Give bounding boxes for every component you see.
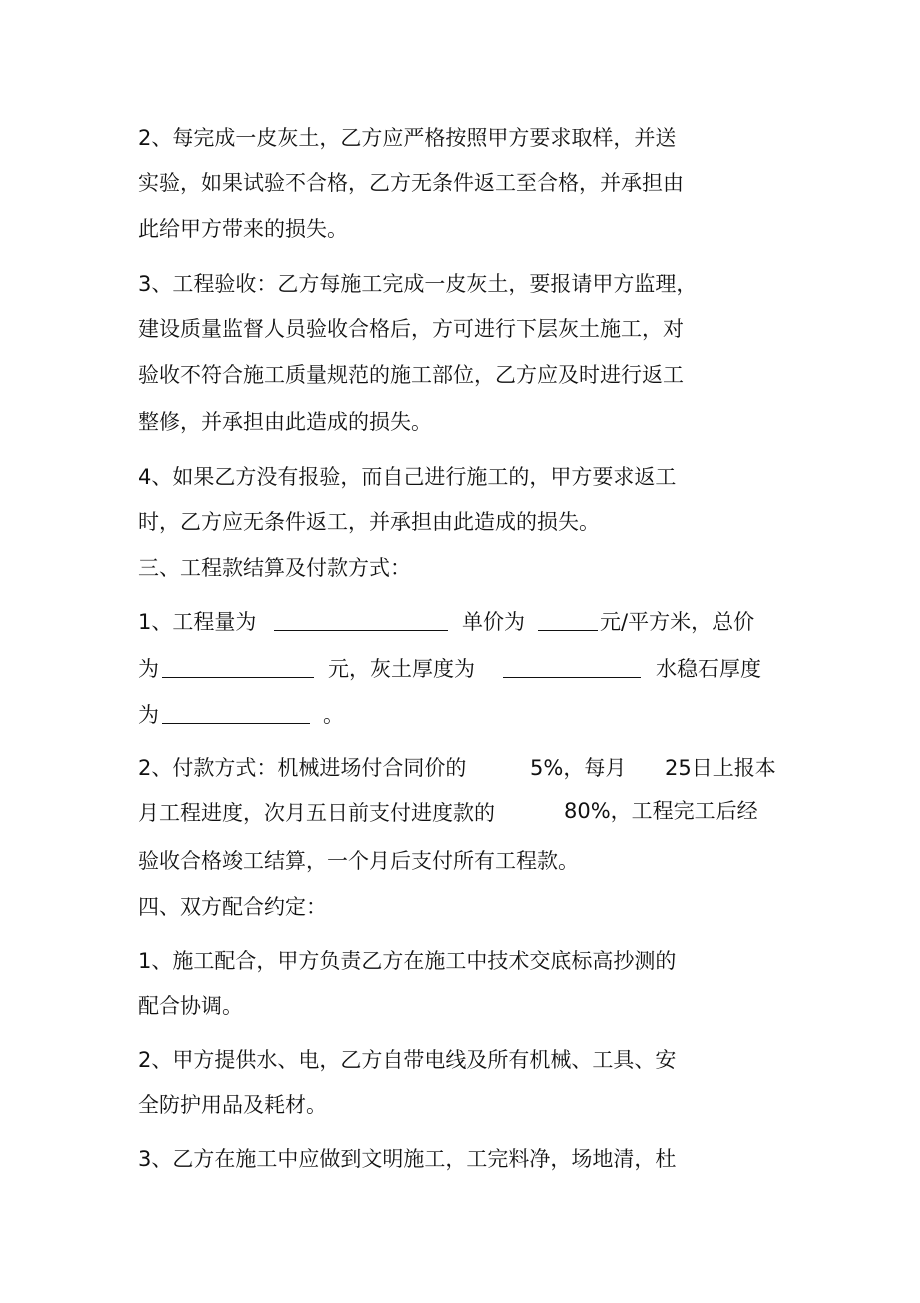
unit-price-blank[interactable]: [538, 608, 598, 631]
unit-price-label: 单价为: [462, 610, 525, 634]
progress-payment-label: 月工程进度，次月五日前支付进度款的: [138, 801, 495, 825]
section-three-heading: 三、工程款结算及付款方式：: [138, 556, 411, 580]
report-day: 25日上报本: [665, 756, 776, 780]
lime-soil-thickness-label: 元，灰土厚度为: [328, 657, 475, 681]
lime-soil-thickness-blank[interactable]: [503, 655, 641, 678]
coop-2-line-1: 2、甲方提供水、电，乙方自带电线及所有机械、工具、安: [138, 1048, 677, 1072]
section-four-heading: 四、双方配合约定：: [138, 895, 327, 919]
clause-2-line-1: 2、每完成一皮灰土，乙方应严格按照甲方要求取样，并送: [138, 126, 677, 150]
coop-1-line-2: 配合协调。: [138, 994, 243, 1018]
clause-3-line-1: 3、工程验收：乙方每施工完成一皮灰土，要报请甲方监理，: [138, 272, 698, 296]
coop-1-line-1: 1、施工配合，甲方负责乙方在施工中技术交底标高抄测的: [138, 949, 677, 973]
clause-3-line-4: 整修，并承担由此造成的损失。: [138, 410, 432, 434]
stone-thickness-label: 水稳石厚度: [656, 657, 761, 681]
unit-total-label: 元/平方米，总价: [600, 610, 755, 634]
total-price-blank[interactable]: [162, 655, 314, 678]
advance-percent: 5%，每月: [530, 756, 627, 780]
payment-method-label: 2、付款方式：机械进场付合同价的: [138, 756, 467, 780]
coop-2-line-2: 全防护用品及耗材。: [138, 1093, 327, 1117]
clause-2-line-3: 此给甲方带来的损失。: [138, 217, 348, 241]
sentence-end: 。: [323, 703, 344, 727]
item2-line-3: 验收合格竣工结算，一个月后支付所有工程款。: [138, 849, 579, 873]
clause-4-line-2: 时，乙方应无条件返工，并承担由此造成的损失。: [138, 510, 600, 534]
item1-quantity-label: 1、工程量为: [138, 610, 257, 634]
stone-thickness-blank[interactable]: [162, 701, 310, 724]
clause-3-line-3: 验收不符合施工质量规范的施工部位，乙方应及时进行返工: [138, 363, 684, 387]
quantity-blank[interactable]: [274, 608, 448, 631]
coop-3-line-1: 3、乙方在施工中应做到文明施工，工完料净，场地清，杜: [138, 1147, 677, 1171]
clause-4-line-1: 4、如果乙方没有报验，而自己进行施工的，甲方要求返工: [138, 465, 677, 489]
clause-2-line-2: 实验，如果试验不合格，乙方无条件返工至合格，并承担由: [138, 171, 684, 195]
clause-3-line-2: 建设质量监督人员验收合格后，方可进行下层灰土施工，对: [138, 317, 684, 341]
stone-thickness-prefix: 为: [138, 703, 159, 727]
progress-percent: 80%，工程完工后经: [564, 799, 758, 823]
total-price-label: 为: [138, 657, 159, 681]
